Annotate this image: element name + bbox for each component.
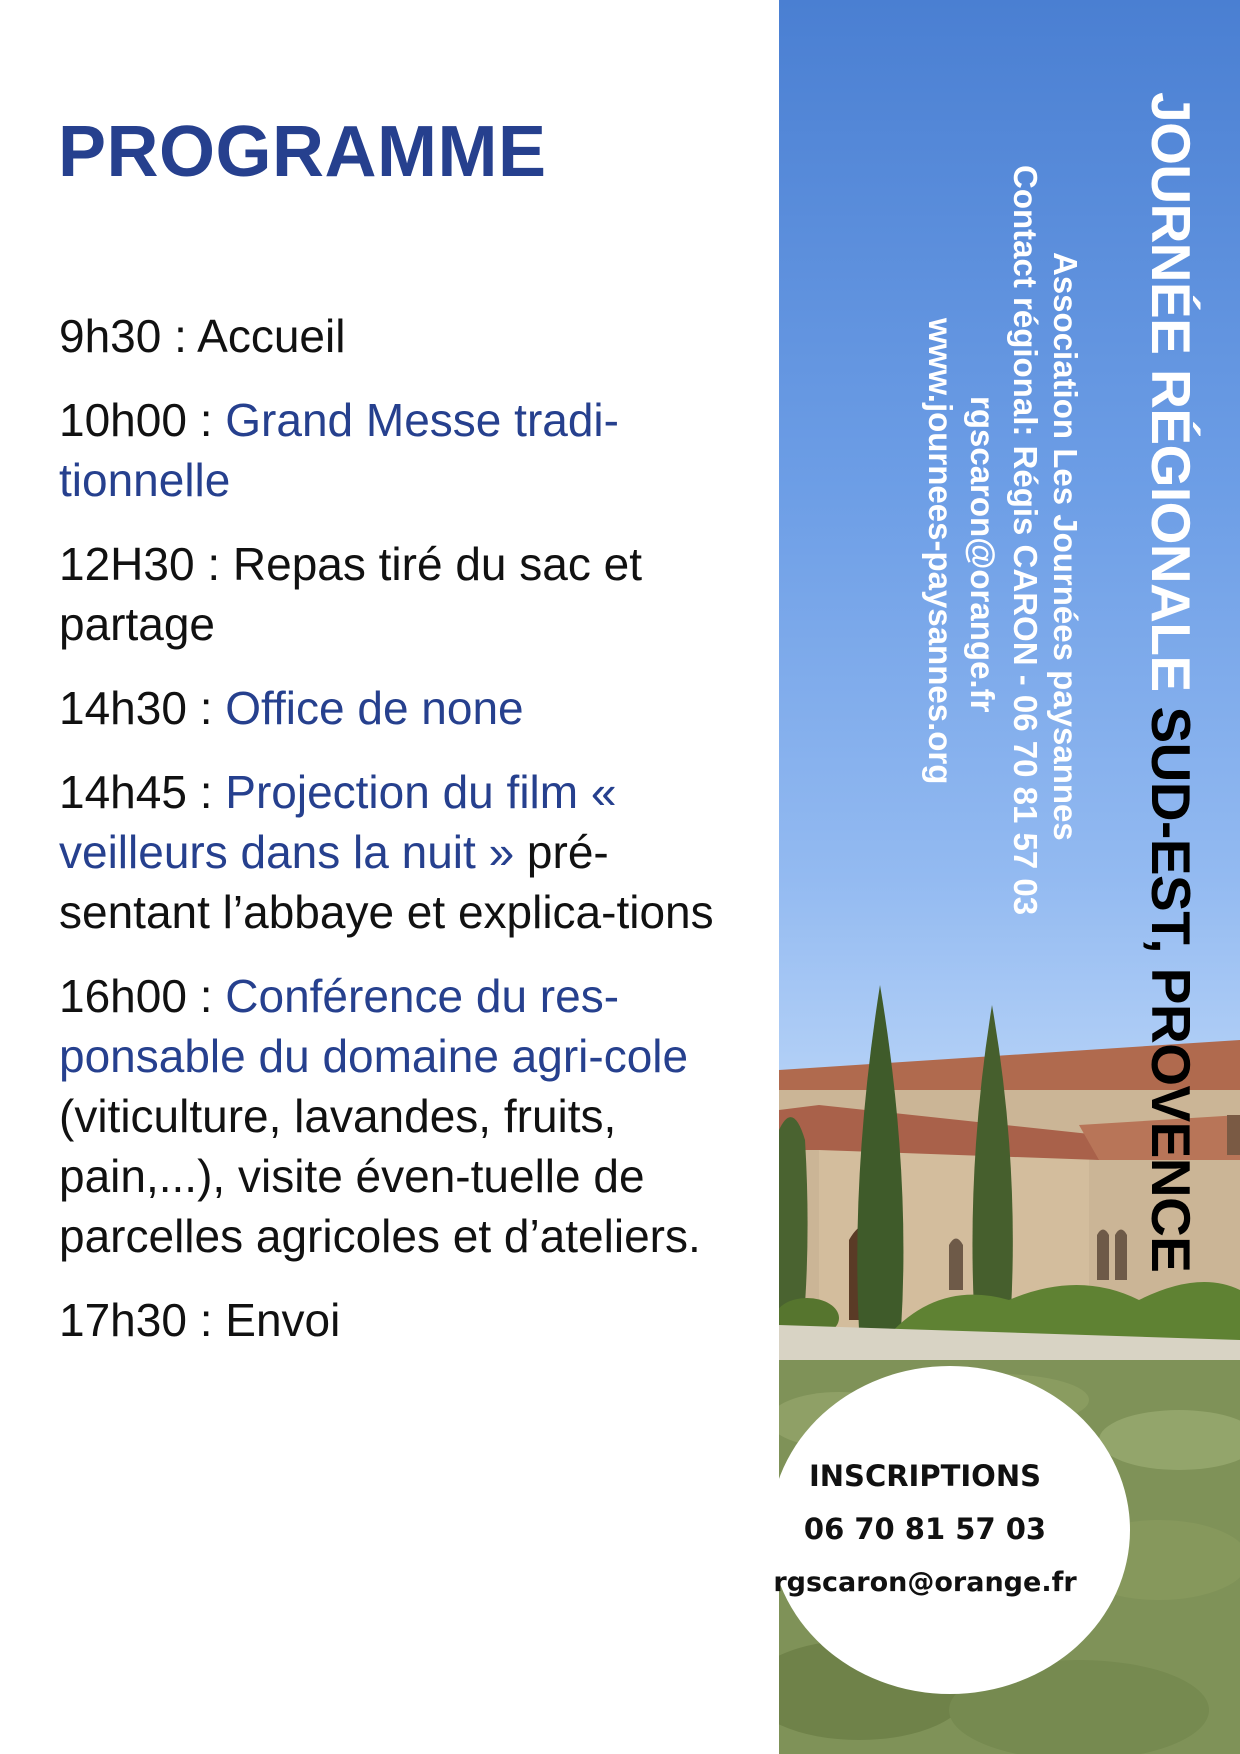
window [1227, 1115, 1240, 1155]
schedule-time: 10h00 : [59, 394, 226, 446]
schedule-item [59, 762, 719, 942]
schedule-text: pré-sentant l’abbaye et explica-tions [59, 826, 714, 938]
schedule-time: 9h30 : [59, 310, 198, 362]
schedule-time: 16h00 : [59, 970, 226, 1022]
association-name: Association Les Journées paysannes [1047, 252, 1084, 841]
programme-title: PROGRAMME [58, 112, 547, 192]
inscriptions-email: rgscaron@orange.fr [773, 1567, 1077, 1598]
schedule-item [59, 1290, 719, 1350]
website-url: www.journees-paysannes.org [922, 318, 959, 785]
cypress-tree [972, 1005, 1012, 1310]
schedule-time: 17h30 : [59, 1294, 226, 1346]
schedule-item [59, 390, 719, 510]
cypress-tree [857, 985, 903, 1330]
schedule-text: Repas tiré du sac et partage [59, 538, 643, 650]
schedule-text: (viticulture, lavandes, fruits, pain,...), visite éven-tuelle de parcelles agricoles et d’ateliers. [59, 1090, 701, 1262]
schedule-highlight: Grand Messe tradi-tionnelle [59, 394, 619, 506]
contact-email: rgscaron@orange.fr [964, 396, 1001, 713]
title-white-part: JOURNÉE RÉGIONALE [1140, 92, 1202, 707]
cypress-tree [779, 1117, 808, 1330]
arched-window [949, 1239, 963, 1291]
schedule-item [59, 966, 719, 1266]
regional-day-title [1140, 92, 1202, 1272]
schedule-time: 12H30 : [59, 538, 233, 590]
arched-window [1115, 1230, 1127, 1281]
schedule-item [59, 678, 719, 738]
schedule-text: Envoi [225, 1294, 341, 1346]
arched-window [1097, 1230, 1109, 1281]
schedule-highlight: Projection du film « veilleurs dans la nuit » [59, 766, 617, 878]
schedule-item [59, 306, 719, 366]
schedule-text: Accueil [197, 310, 346, 362]
schedule-time: 14h45 : [59, 766, 226, 818]
inscriptions-phone: 06 70 81 57 03 [803, 1512, 1047, 1546]
title-black-part: SUD-EST, PROVENCE [1140, 706, 1202, 1273]
schedule-highlight: Office de none [225, 682, 524, 734]
schedule-highlight: Conférence du res-ponsable du domaine agri-cole [59, 970, 689, 1082]
schedule-list [59, 306, 719, 1374]
inscriptions-heading: INSCRIPTIONS [809, 1459, 1041, 1493]
schedule-time: 14h30 : [59, 682, 226, 734]
schedule-item [59, 534, 719, 654]
regional-contact: Contact régional: Régis CARON - 06 70 81 57 03 [1007, 165, 1044, 916]
